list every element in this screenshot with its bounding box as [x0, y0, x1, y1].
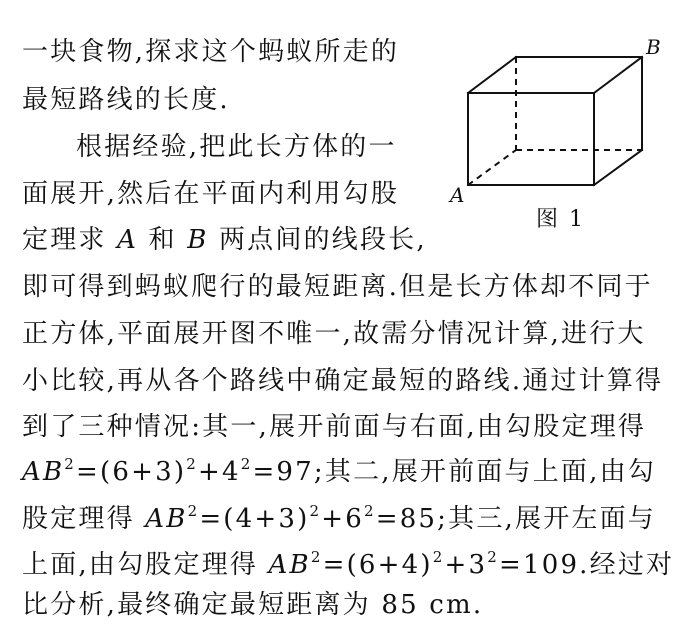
exponent: 2 — [240, 455, 253, 473]
right-bottom-edge — [594, 150, 642, 185]
point-b-label: B — [187, 225, 209, 255]
exponent: 2 — [432, 548, 445, 566]
text-segment: 和 — [138, 225, 188, 255]
exponent: 2 — [310, 548, 323, 566]
text-segment: 定理求 — [22, 225, 118, 255]
formula-part: =(6+3) — [76, 457, 187, 487]
text-line-6: 即可得到蚂蚁爬行的最短距离.但是长方体却不同于 — [22, 272, 653, 302]
text-line-9: 到了三种情况:其一,展开前面与右面,由勾股定理得 — [22, 412, 647, 442]
formula-ab: AB — [145, 504, 188, 534]
formula-ab: AB — [22, 457, 65, 487]
formula-part: +3 — [444, 550, 488, 580]
text-line-7: 正方体,平面展开图不唯一,故需分情况计算,进行大 — [22, 319, 646, 349]
formula-part: =97;其二,展开前面与上面,由勾 — [252, 457, 656, 487]
hidden-bottom-left-edge — [468, 150, 516, 185]
text-line-2: 最短路线的长度. — [22, 85, 230, 115]
text-line-1: 一块食物,探求这个蚂蚁所走的 — [22, 37, 400, 67]
formula-line-2 — [22, 499, 656, 539]
vertex-b-label: B — [646, 35, 661, 59]
point-a-label: A — [117, 225, 139, 255]
formula-part: =(4+3) — [199, 504, 310, 534]
formula-part: +4 — [197, 457, 241, 487]
exponent: 2 — [186, 455, 198, 473]
exponent: 2 — [64, 455, 77, 473]
formula-line-3 — [22, 545, 674, 585]
text-line-5 — [22, 220, 427, 260]
exponent: 2 — [487, 548, 499, 566]
text-line-3: 根据经验,把此长方体的一 — [76, 132, 397, 162]
text-segment: 股定理得 — [22, 504, 146, 534]
vertex-a-label: A — [450, 183, 465, 207]
text-segment: 上面,由勾股定理得 — [22, 550, 269, 580]
figure-caption: 图 1 — [536, 207, 585, 232]
text-line-8: 小比较,再从各个路线中确定最短的路线.通过计算得 — [22, 366, 664, 396]
text-line-13: 比分析,最终确定最短距离为 85 cm. — [22, 590, 484, 620]
text-segment: 两点间的线段长, — [208, 225, 427, 255]
formula-line-1 — [22, 452, 656, 492]
formula-part: =109.经过对 — [498, 550, 675, 580]
exponent: 2 — [309, 502, 322, 520]
top-right-edge — [594, 57, 642, 93]
text-line-4: 面展开,然后在平面内利用勾股 — [22, 179, 400, 209]
top-left-edge — [468, 57, 516, 93]
exponent: 2 — [363, 502, 376, 520]
formula-part: =85;其三,展开左面与 — [375, 504, 656, 534]
formula-part: +6 — [321, 504, 364, 534]
formula-part: =(6+4) — [322, 550, 433, 580]
exponent: 2 — [187, 502, 200, 520]
formula-ab: AB — [268, 550, 311, 580]
